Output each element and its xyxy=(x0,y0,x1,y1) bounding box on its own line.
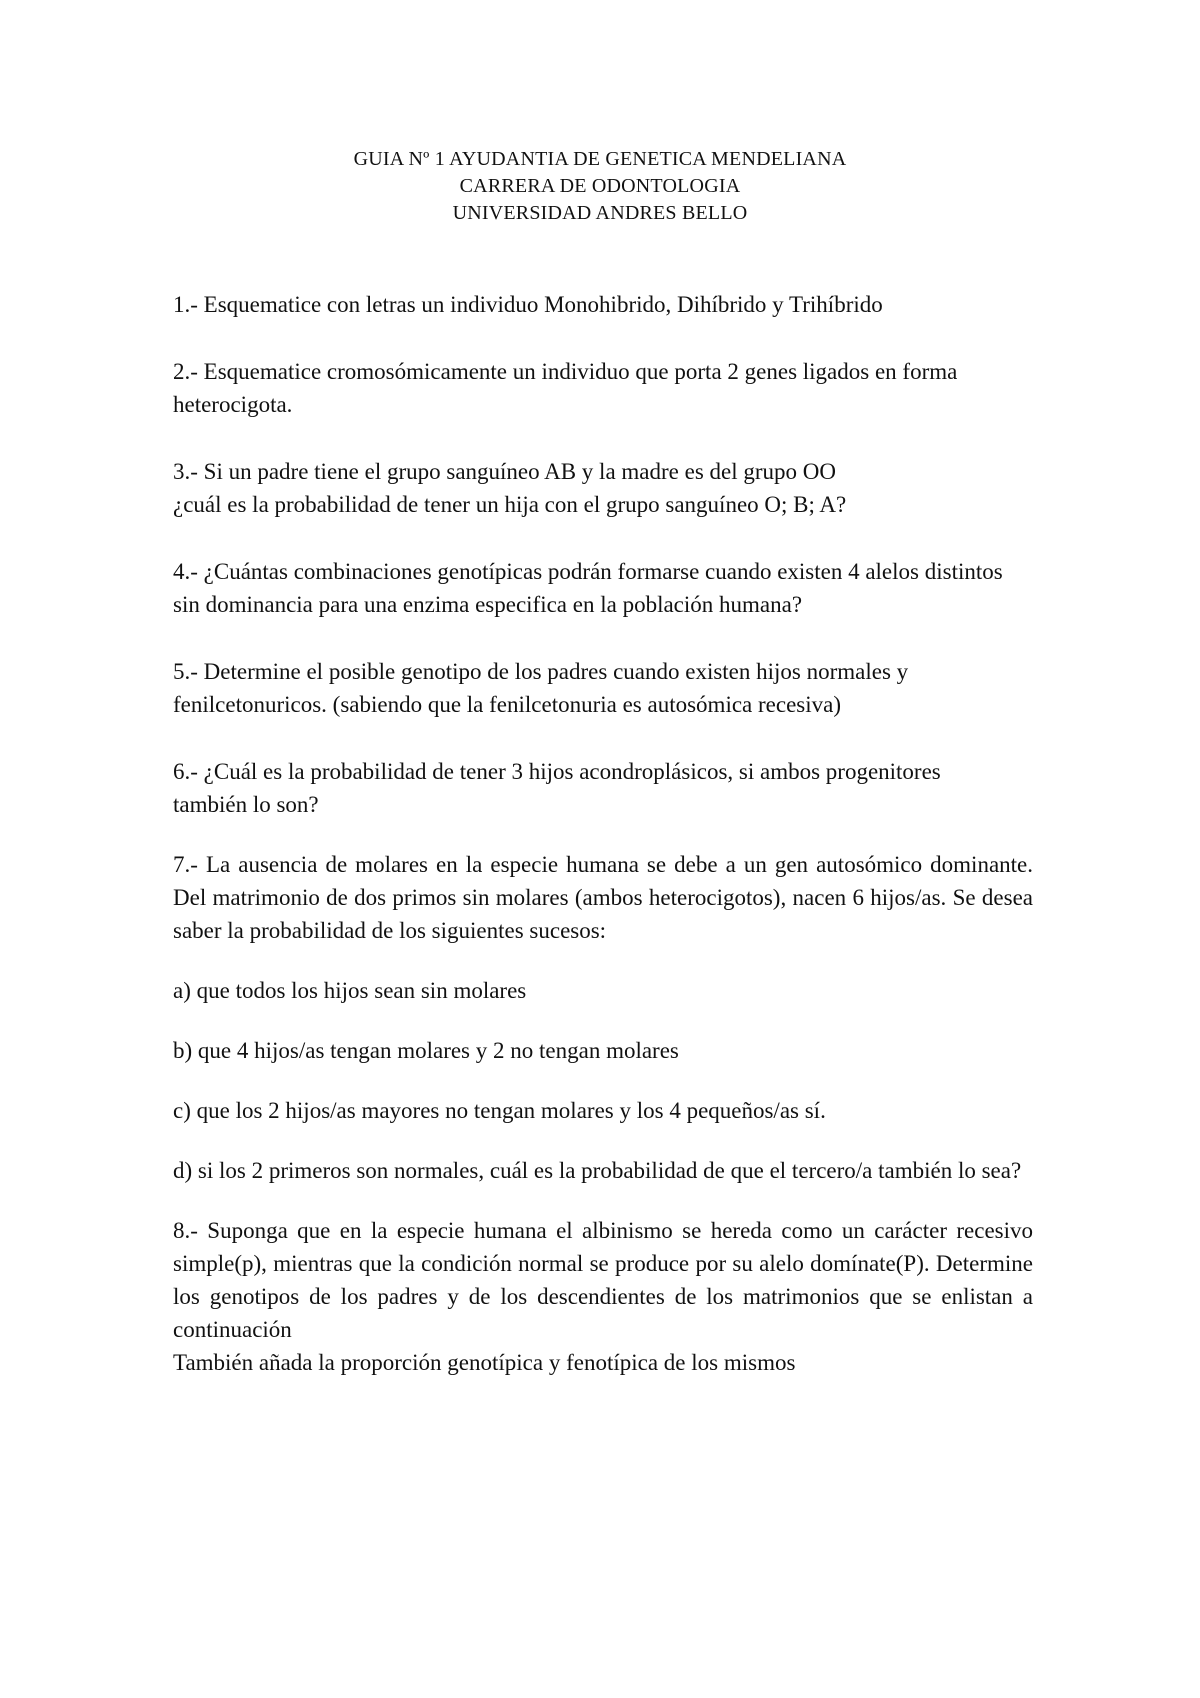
question-8-last-line: También añada la proporción genotípica y fenotípica de los mismos xyxy=(173,1350,796,1375)
question-2: 2.- Esquematice cromosómicamente un individuo que porta 2 genes ligados en forma heterocigota. xyxy=(173,359,958,417)
question-1: 1.- Esquematice con letras un individuo Monohibrido, Dihíbrido y Trihíbrido xyxy=(173,292,883,317)
question-8-paragraph: 8.- Suponga que en la especie humana el albinismo se hereda como un carácter recesivo simple(p), mientras que la condición normal se produce por su alelo domínate(P). Determine los genotipos de los padres y de los descendientes de los matrimonios que se enlistan a continuación xyxy=(173,1218,1033,1342)
header-university: UNIVERSIDAD ANDRES BELLO xyxy=(452,202,748,224)
question-7d: d) si los 2 primeros son normales, cuál es la probabilidad de que el tercero/a también lo sea? xyxy=(173,1158,1022,1183)
question-5: 5.- Determine el posible genotipo de los padres cuando existen hijos normales y fenilcetonuricos. (sabiendo que la fenilcetonuria es autosómica recesiva) xyxy=(173,659,909,717)
header-title: GUIA Nº 1 AYUDANTIA DE GENETICA MENDELIANA xyxy=(353,148,847,170)
question-7: 7.- La ausencia de molares en la especie humana se debe a un gen autosómico dominante. Del matrimonio de dos primos sin molares (ambos heterocigotos), nacen 6 hijos/as. Se desea saber la probabilidad de los siguientes sucesos: xyxy=(173,852,1033,943)
question-7b: b) que 4 hijos/as tengan molares y 2 no tengan molares xyxy=(173,1038,679,1063)
header-career: CARRERA DE ODONTOLOGIA xyxy=(459,175,741,197)
question-6: 6.- ¿Cuál es la probabilidad de tener 3 hijos acondroplásicos, si ambos progenitores también lo son? xyxy=(173,759,941,817)
question-3 xyxy=(173,455,1033,521)
question-8 xyxy=(173,1214,1033,1379)
question-7a: a) que todos los hijos sean sin molares xyxy=(173,978,527,1003)
question-3-line-1: 3.- Si un padre tiene el grupo sanguíneo AB y la madre es del grupo OO xyxy=(173,459,837,484)
question-3-line-2: ¿cuál es la probabilidad de tener un hija con el grupo sanguíneo O; B; A? xyxy=(173,492,847,517)
question-7c: c) que los 2 hijos/as mayores no tengan molares y los 4 pequeños/as sí. xyxy=(173,1098,826,1123)
document-header xyxy=(0,146,1200,227)
document-body xyxy=(173,288,1033,1379)
question-4: 4.- ¿Cuántas combinaciones genotípicas podrán formarse cuando existen 4 alelos distintos sin dominancia para una enzima especifica en la población humana? xyxy=(173,559,1003,617)
